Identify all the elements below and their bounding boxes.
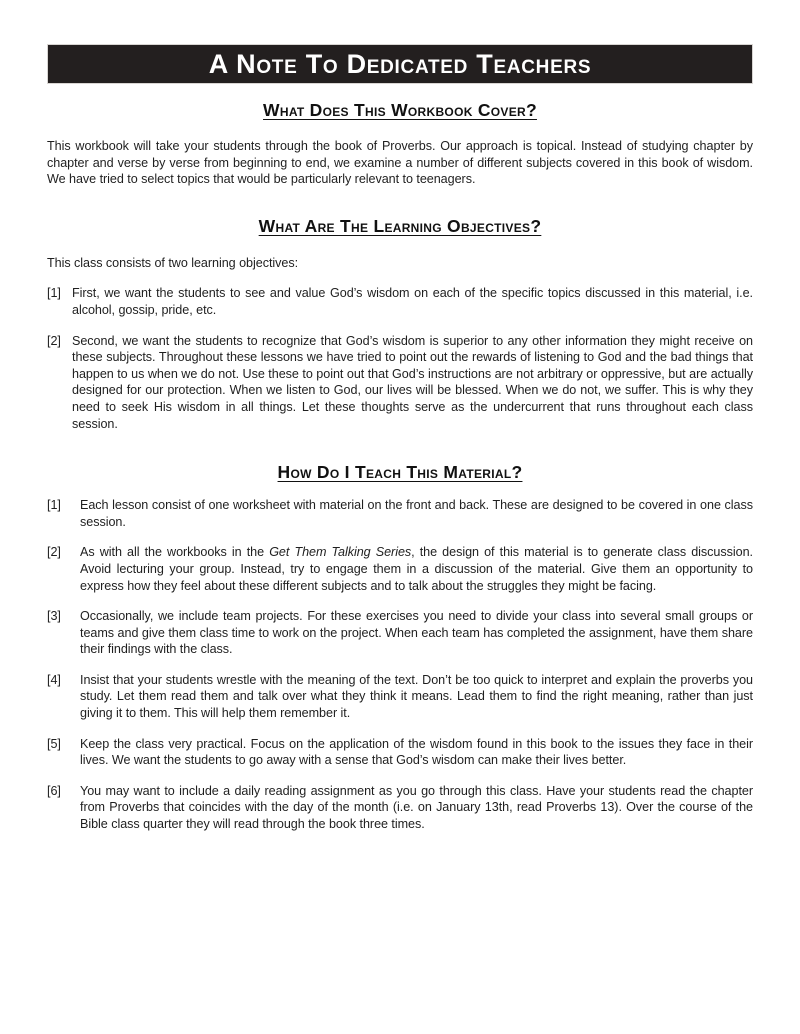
- list-item-text: Insist that your students wrestle with the meaning of the text. Don’t be too quick to interpret and explain the proverbs you study. Let them read them and talk over what they think it means. Lead them to find the right meaning, rather than just giving it to them. This will help them remember it.: [80, 672, 753, 721]
- document-title: A Note To Dedicated Teachers: [208, 48, 592, 79]
- list-item: [47, 672, 753, 722]
- list-item-marker: [3]: [47, 609, 61, 624]
- list-item-text: Occasionally, we include team projects. For these exercises you need to divide your class into several small groups or teams and give them class time to work on the project. When each team has completed the assignment, have them share their findings with the class.: [80, 609, 753, 657]
- section-heading-learning-objectives: What Are The Learning Objectives?: [258, 215, 542, 236]
- section-heading-workbook-cover: What Does This Workbook Cover?: [263, 100, 537, 120]
- list-item-marker: [4]: [47, 672, 61, 687]
- list-item-text: First, we want the students to see and value God’s wisdom on each of the specific topics discussed in this material, i.e. alcohol, gossip, pride, etc.: [72, 286, 753, 317]
- learning-objectives-lead-text: This class consists of two learning objectives:: [47, 255, 299, 270]
- title-banner: [47, 44, 753, 84]
- list-item-marker: [1]: [47, 498, 61, 513]
- list-item: [47, 783, 753, 833]
- section-paragraph-workbook-cover: This workbook will take your students through the book of Proverbs. Our approach is topical. Instead of studying chapter by chapter and verse by verse from beginning to end, we examine a number of different subjects covered in this book of wisdom. We have tried to select topics that would be particularly relevant to teenagers.: [47, 139, 753, 187]
- list-item: [47, 497, 753, 530]
- list-item-marker: [2]: [47, 545, 61, 560]
- section-heading-how-do-i-teach: How Do I Teach This Material?: [277, 462, 523, 483]
- list-item: [47, 608, 753, 658]
- list-item: [47, 333, 753, 433]
- document-content-column: [47, 0, 753, 833]
- list-item-text: Each lesson consist of one worksheet with material on the front and back. These are designed to be covered in one class session.: [80, 498, 753, 529]
- list-item-marker: [5]: [47, 736, 61, 751]
- list-item-text-after: , the design of this material is to generate class discussion. Avoid lecturing your group. Instead, try to engage them in a discussion of the material. Give them an opportunity to express how they feel about these different subjects and to talk about the struggles they might be facing.: [80, 545, 753, 593]
- list-item-marker: [1]: [47, 286, 61, 301]
- list-item-marker: [2]: [47, 333, 61, 348]
- list-item: [47, 285, 753, 318]
- list-item: [47, 544, 753, 594]
- list-item-marker: [6]: [47, 783, 61, 798]
- list-item-text: Keep the class very practical. Focus on the application of the wisdom found in this book to the issues they face in their lives. We want the students to go away with a sense that God’s wisdom can make their lives better.: [80, 736, 753, 768]
- series-title-emphasis: Get Them Talking Series: [269, 545, 412, 560]
- list-item-text: [80, 544, 753, 594]
- list-item: [47, 736, 753, 769]
- list-item-text-before: As with all the workbooks in the: [80, 545, 270, 560]
- list-item-text: You may want to include a daily reading assignment as you go through this class. Have your students read the chapter from Proverbs that coincides with the day of the month (i.e. on January 13th, read Proverbs 13). Over the course of the Bible class quarter they will read through the book three times.: [80, 783, 753, 832]
- list-item-text: Second, we want the students to recognize that God’s wisdom is superior to any other information they might receive on these subjects. Throughout these lessons we have tried to point out the rewards of listening to God and the bad things that happen to us when we do not. Use these to point out that God’s instructions are not arbitrary or oppressive, but are actually designed for our protection. When we listen to God, our lives will be blessed. When we do not, we suffer. This is why they need to seek His wisdom in all things. Let these thoughts serve as the undercurrent that runs throughout each class session.: [72, 333, 753, 431]
